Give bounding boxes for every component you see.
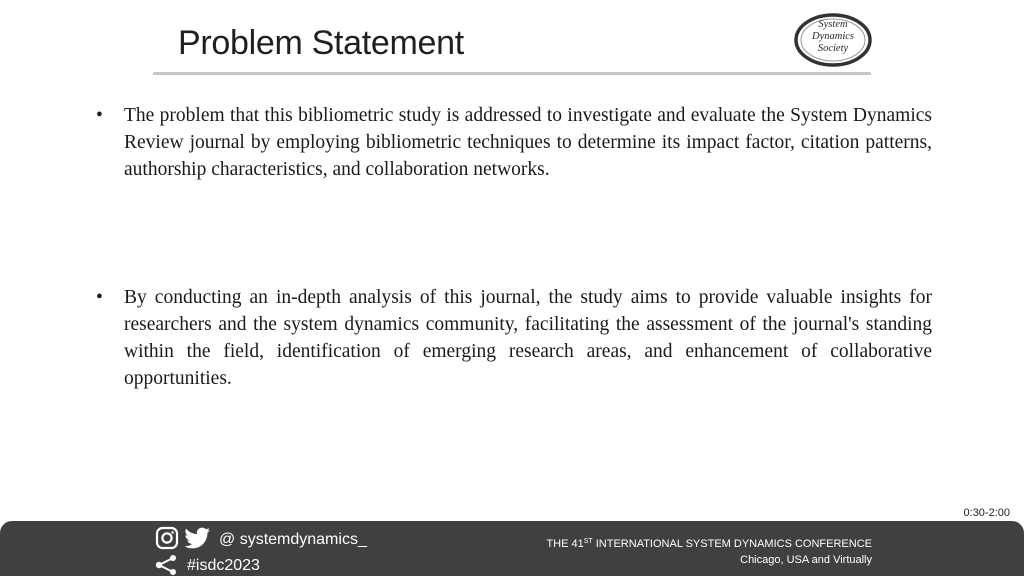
slide-title: Problem Statement [178, 24, 464, 62]
title-underline [153, 72, 871, 75]
hashtag[interactable]: #isdc2023 [187, 557, 260, 574]
social-handle[interactable]: @ systemdynamics_ [219, 531, 367, 548]
bullet-item [96, 284, 932, 392]
bullet-marker: • [96, 287, 103, 308]
conference-name [546, 536, 872, 552]
footer-bar [0, 521, 1024, 576]
bullet-marker: • [96, 105, 103, 126]
instagram-icon[interactable] [155, 526, 179, 550]
bullet-text: The problem that this bibliometric study is addressed to investigate and evaluate the System Dynamics Review journal by employing bibliometric techniques to determine its impact factor, citation patterns, authorship characteristics, and collaboration networks. [124, 105, 932, 180]
logo-text [793, 19, 873, 55]
twitter-icon[interactable] [185, 527, 211, 549]
conference-ordinal-suffix: ST [583, 538, 593, 545]
logo-line-2: Dynamics [812, 31, 854, 42]
conference-location: Chicago, USA and Virtually [740, 554, 872, 566]
conference-info [546, 536, 872, 568]
bullet-item [96, 102, 932, 183]
logo-line-1: System [818, 19, 848, 30]
conference-prefix: THE 41 [546, 538, 584, 550]
system-dynamics-society-logo [793, 12, 873, 68]
share-icon[interactable] [154, 555, 178, 575]
conference-title: INTERNATIONAL SYSTEM DYNAMICS CONFERENCE [592, 538, 872, 550]
logo-line-3: Society [817, 43, 849, 54]
time-range-label: 0:30-2:00 [963, 507, 1010, 519]
bullet-text: By conducting an in-depth analysis of this journal, the study aims to provide valuable insights for researchers and the system dynamics community, facilitating the assessment of the journal's standing within the field, identification of emerging research areas, and enhancement of collaborative opportunities. [124, 287, 932, 389]
